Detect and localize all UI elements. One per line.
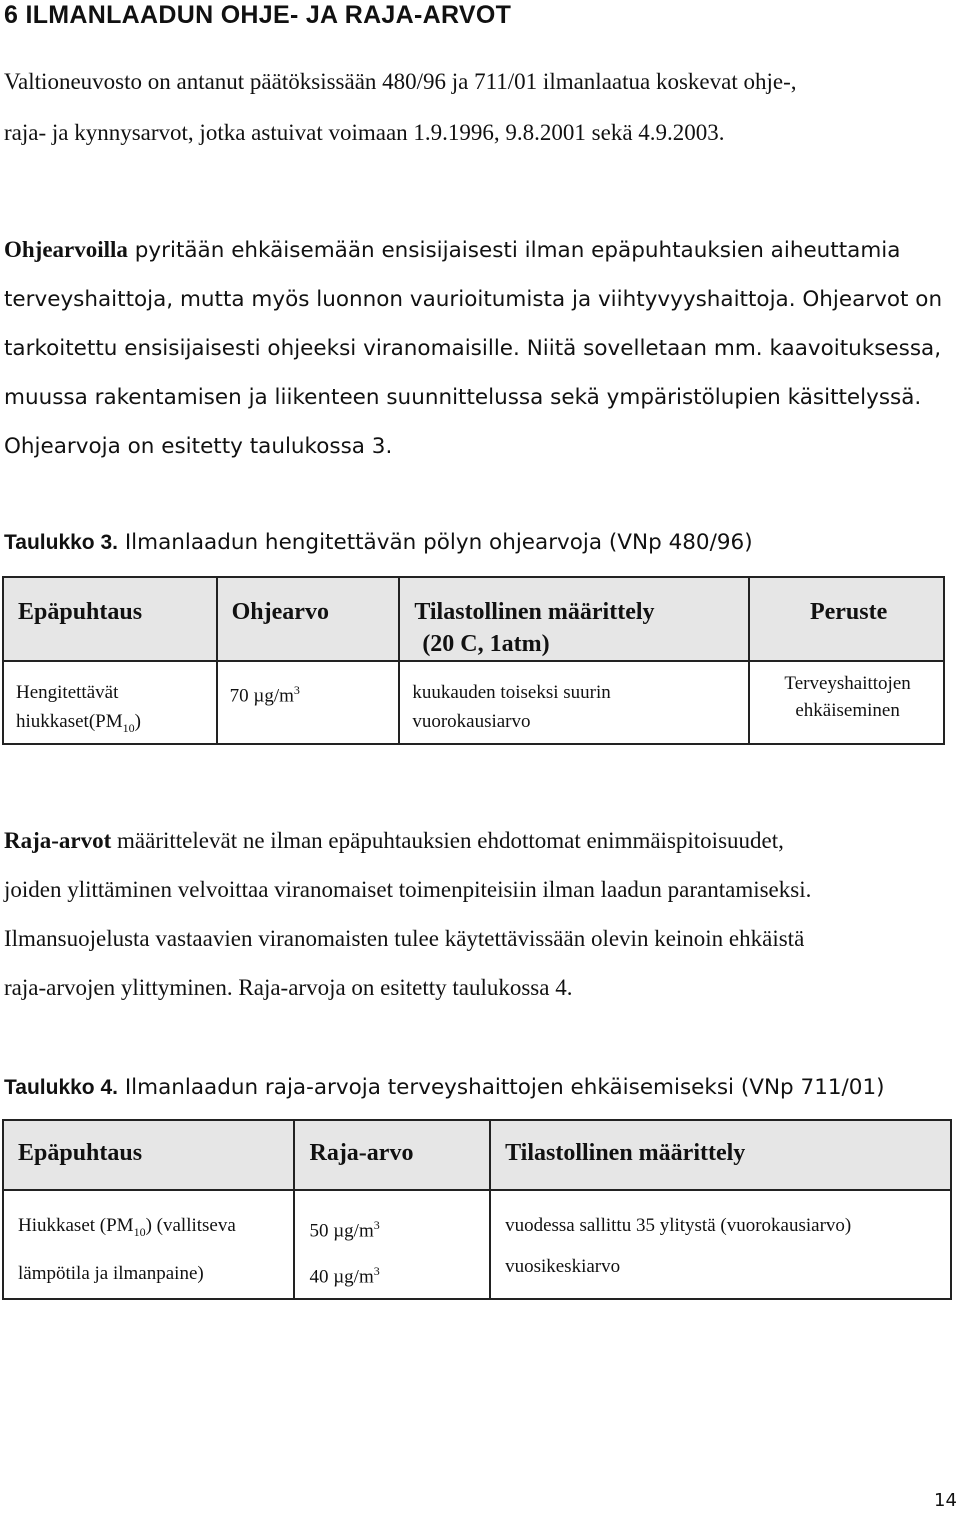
intro-line: raja- ja kynnysarvot, jotka astuivat voimaan 1.9.1996, 9.8.2001 sekä 4.9.2003. (4, 120, 725, 145)
header-statistic: Tilastollinen määrittely (20 C, 1atm) (399, 577, 749, 661)
header-pollutant: Epäpuhtaus (3, 1120, 294, 1190)
limit-paragraph (4, 816, 956, 1012)
cell-basis: Terveyshaittojen ehkäiseminen (749, 661, 944, 744)
guideline-paragraph (4, 225, 956, 471)
guideline-line: tarkoitettu ensisijaisesti ohjeeksi viranomaisille. Niitä sovelletaan mm. kaavoituksessa, (4, 336, 942, 361)
intro-paragraph (4, 56, 956, 158)
cell-pollutant: Hengitettävät $hiukkaset(PM_{10})$ (3, 661, 217, 744)
limit-line: raja-arvojen ylittyminen. Raja-arvoja on esitetty taulukossa 4. (4, 975, 573, 1000)
guideline-line: muussa rakentamisen ja liikenteen suunnittelussa sekä ympäristölupien käsittelyssä. (4, 385, 922, 410)
table4-caption-text: Ilmanlaadun raja-arvoja terveyshaittojen ehkäisemiseksi (VNp 711/01) (117, 1075, 885, 1100)
cell-value: 50 $\mu g/m^3$ 40 $\mu g/m^3$ (294, 1190, 490, 1299)
table-header-row (3, 577, 944, 661)
guideline-term: Ohjearvoilla (4, 237, 128, 262)
table-row (3, 1190, 951, 1299)
header-basis: Peruste (749, 577, 944, 661)
guideline-line: Ohjearvoja on esitetty taulukossa 3. (4, 434, 393, 459)
table4-caption (4, 1073, 885, 1103)
header-statistic: Tilastollinen määrittely (490, 1120, 951, 1190)
table3-caption-text: Ilmanlaadun hengitettävän pölyn ohjearvoja (VNp 480/96) (117, 530, 753, 555)
guideline-table (2, 576, 945, 745)
table-header-row (3, 1120, 951, 1190)
table3-caption (4, 528, 753, 558)
limit-term: Raja-arvot (4, 828, 112, 853)
guideline-line: pyritään ehkäisemään ensisijaisesti ilman epäpuhtauksien aiheuttamia (127, 238, 901, 263)
limit-line: joiden ylittäminen velvoittaa viranomaiset toimenpiteisiin ilman laadun parantamiseksi. (4, 877, 812, 902)
cell-statistic: vuodessa sallittu 35 ylitystä (vuorokausiarvo) vuosikeskiarvo (490, 1190, 951, 1299)
cell-statistic: kuukauden toiseksi suurin vuorokausiarvo (399, 661, 749, 744)
limit-table (2, 1119, 952, 1300)
cell-pollutant: Hiukkaset $(PM_{10})$ (vallitseva lämpötila ja ilmanpaine) (3, 1190, 294, 1299)
table3-caption-label: Taulukko 3. (4, 531, 118, 554)
header-guideline: Ohjearvo (217, 577, 400, 661)
section-heading: 6 ILMANLAADUN OHJE- JA RAJA-ARVOT (4, 1, 512, 29)
limit-line: Ilmansuojelusta vastaavien viranomaisten tulee käytettävissään olevin keinoin ehkäistä (4, 926, 805, 951)
table-row (3, 661, 944, 744)
header-limit: Raja-arvo (294, 1120, 490, 1190)
header-pollutant: Epäpuhtaus (3, 577, 217, 661)
page-number: 14 (934, 1490, 957, 1511)
table4-caption-label: Taulukko 4. (4, 1076, 118, 1099)
guideline-line: terveyshaittoja, mutta myös luonnon vaurioitumista ja viihtyvyyshaittoja. Ohjearvot on (4, 287, 943, 312)
intro-line: Valtioneuvosto on antanut päätöksissään 480/96 ja 711/01 ilmanlaatua koskevat ohje-, (4, 69, 797, 94)
cell-value: 70 $\mu g/m^3$ (217, 661, 400, 744)
limit-line: määrittelevät ne ilman epäpuhtauksien ehdottomat enimmäispitoisuudet, (111, 828, 784, 853)
